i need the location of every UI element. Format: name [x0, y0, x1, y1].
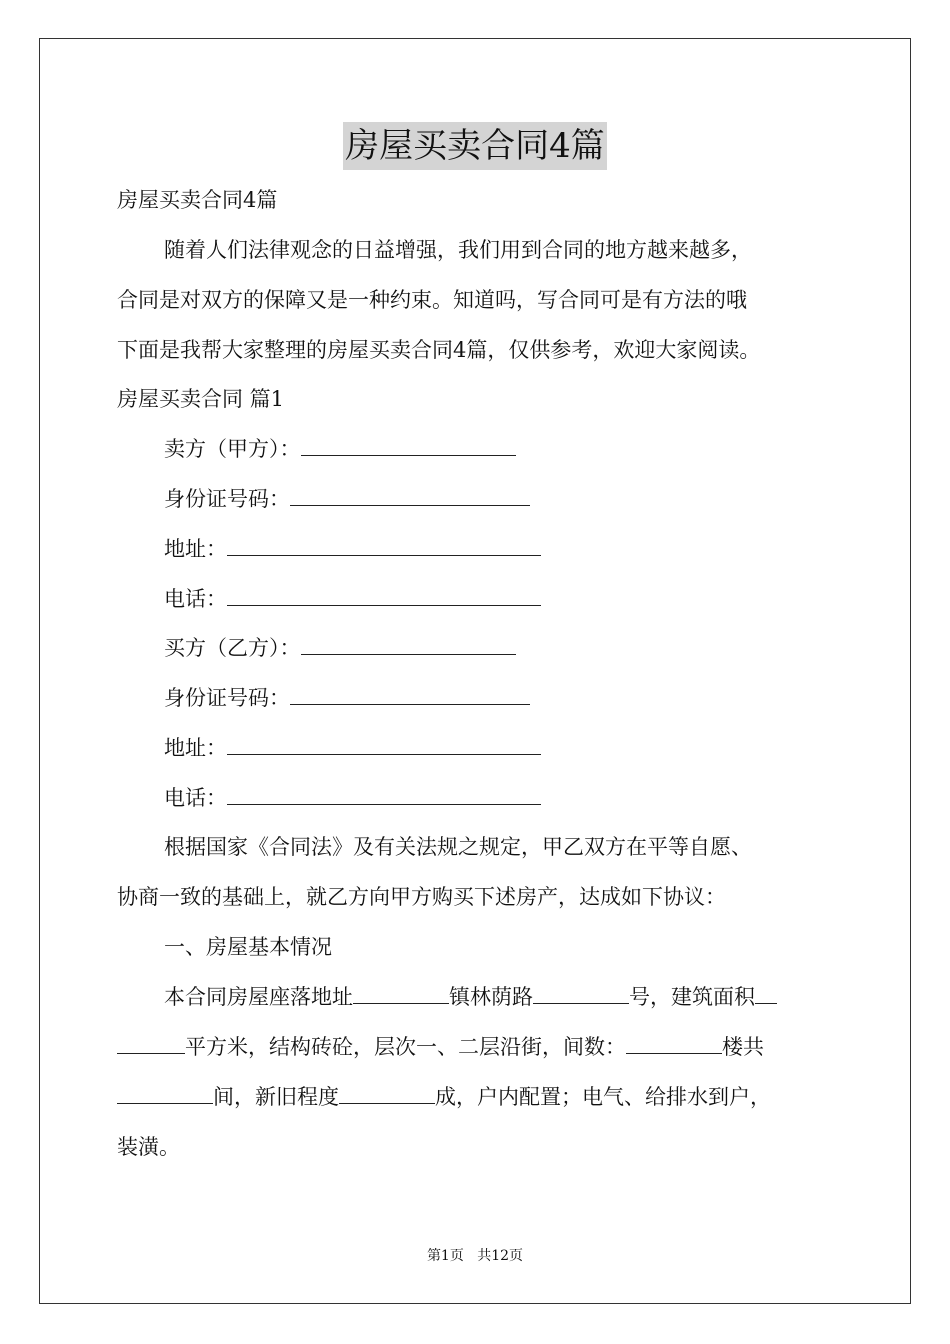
buyer-address-label: 地址： [164, 736, 227, 760]
intro-line-2: 合同是对双方的保障又是一种约束。知道吗，写合同可是有方法的哦 [117, 288, 747, 312]
clause1-line-3 [117, 1082, 771, 1112]
buyer-phone-blank [227, 784, 541, 805]
buyer-address-blank [227, 734, 541, 755]
intro-line-3: 下面是我帮大家整理的房屋买卖合同4篇，仅供参考，欢迎大家阅读。 [117, 338, 761, 362]
clause1-heading: 一、房屋基本情况 [164, 935, 332, 959]
address-blank [353, 983, 449, 1004]
clause1-text: 平方米，结构砖砼，层次一、二层沿街，间数： [185, 1035, 626, 1059]
clause1-text: 号，建筑面积 [629, 985, 755, 1009]
document-title: 房屋买卖合同4篇 [343, 122, 607, 170]
area-blank-start [755, 983, 777, 1004]
seller-phone-blank [227, 585, 541, 606]
buyer-field [164, 633, 516, 663]
seller-field [164, 434, 516, 464]
clause1-text: 镇林荫路 [449, 985, 533, 1009]
floor-blank [626, 1033, 722, 1054]
seller-address-field [164, 534, 541, 564]
document-subtitle: 房屋买卖合同4篇 [117, 188, 278, 212]
seller-id-field [164, 484, 530, 514]
seller-phone-field [164, 584, 541, 614]
intro-line-1: 随着人们法律观念的日益增强，我们用到合同的地方越来越多， [164, 238, 752, 262]
clause1-line-2 [117, 1032, 764, 1062]
page-border [39, 38, 911, 1304]
buyer-blank [301, 634, 516, 655]
buyer-label: 买方（乙方）： [164, 636, 301, 660]
condition-blank [339, 1083, 435, 1104]
buyer-id-field [164, 683, 530, 713]
buyer-phone-field [164, 783, 541, 813]
page-total: 共12页 [477, 1248, 524, 1264]
clause1-line-1 [164, 982, 777, 1012]
seller-id-blank [290, 485, 530, 506]
seller-address-label: 地址： [164, 537, 227, 561]
clause1-text: 本合同房屋座落地址 [164, 985, 353, 1009]
buyer-phone-label: 电话： [164, 786, 227, 810]
seller-blank [301, 435, 516, 456]
seller-address-blank [227, 535, 541, 556]
seller-label: 卖方（甲方）： [164, 437, 301, 461]
buyer-address-field [164, 733, 541, 763]
area-blank-end [117, 1033, 185, 1054]
page-number: 第1页 [426, 1248, 464, 1264]
basis-line-2: 协商一致的基础上，就乙方向甲方购买下述房产，达成如下协议： [117, 885, 726, 909]
seller-phone-label: 电话： [164, 587, 227, 611]
clause1-text: 成，户内配置；电气、给排水到户， [435, 1085, 771, 1109]
clause1-line-4: 装潢。 [117, 1135, 180, 1159]
section-heading: 房屋买卖合同 篇1 [117, 387, 285, 411]
rooms-blank [117, 1083, 213, 1104]
basis-line-1: 根据国家《合同法》及有关法规之规定，甲乙双方在平等自愿、 [164, 835, 752, 859]
seller-id-label: 身份证号码： [164, 487, 290, 511]
buyer-id-label: 身份证号码： [164, 686, 290, 710]
number-blank [533, 983, 629, 1004]
buyer-id-blank [290, 684, 530, 705]
page-footer [0, 1247, 950, 1265]
clause1-text: 间，新旧程度 [213, 1085, 339, 1109]
clause1-text: 楼共 [722, 1035, 764, 1059]
